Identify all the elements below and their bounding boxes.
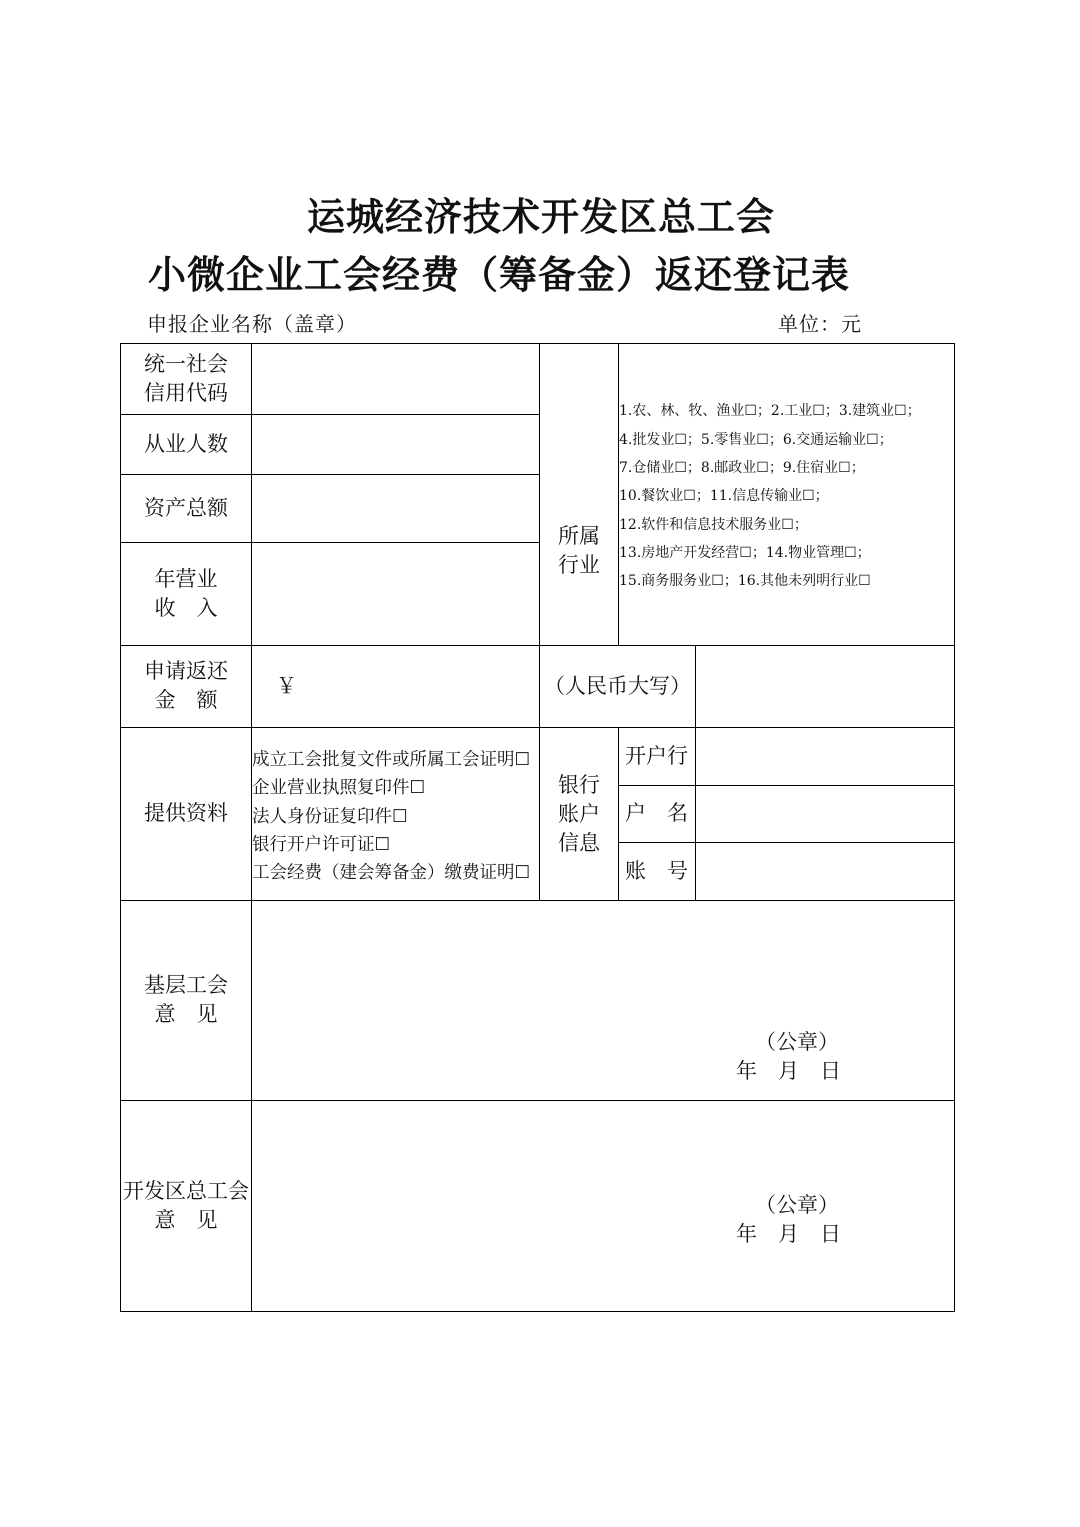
account-no-label: 账 号 xyxy=(625,859,688,883)
account-name-field[interactable] xyxy=(696,786,954,842)
industry-option-line[interactable]: 12.软件和信息技术服务业☐； xyxy=(619,517,808,533)
credit-code-label-line1: 统一社会 xyxy=(144,352,228,376)
yen-symbol: ￥ xyxy=(276,674,297,698)
bank-open-field[interactable] xyxy=(696,728,954,785)
industry-option-line[interactable]: 4.批发业☐；5.零售业☐；6.交通运输业☐； xyxy=(619,432,893,448)
industry-label xyxy=(540,522,618,580)
refund-amount-label-line1: 申请返还 xyxy=(144,659,228,683)
refund-amount-field[interactable] xyxy=(300,646,539,727)
material-item[interactable]: 企业营业执照复印件☐ xyxy=(252,778,426,798)
bank-info-label-line3: 信息 xyxy=(558,831,600,855)
material-item[interactable]: 法人身份证复印件☐ xyxy=(252,807,408,827)
table-border-bottom xyxy=(120,1311,955,1312)
revenue-label-line2: 收 入 xyxy=(154,596,218,620)
zone-opinion-label-line1: 开发区总工会 xyxy=(123,1179,249,1203)
revenue-label xyxy=(121,565,251,623)
bank-info-label xyxy=(540,771,618,858)
industry-option-line[interactable]: 15.商务服务业☐；16.其他未列明行业☐ xyxy=(619,573,871,589)
material-item[interactable]: 银行开户许可证☐ xyxy=(252,835,391,855)
union-opinion-label xyxy=(121,971,251,1029)
union-opinion-field[interactable] xyxy=(252,901,954,1100)
refund-amount-label-line2: 金 额 xyxy=(154,688,218,712)
industry-option-line[interactable]: 7.仓储业☐；8.邮政业☐；9.住宿业☐； xyxy=(619,460,865,476)
industry-option-line[interactable]: 13.房地产开发经营☐；14.物业管理☐； xyxy=(619,545,871,561)
bank-info-label-line1: 银行 xyxy=(558,773,600,797)
title-line-2: 小微企业工会经费（筹备金）返还登记表 xyxy=(148,252,851,297)
industry-option-line[interactable]: 10.餐饮业☐；11.信息传输业☐； xyxy=(619,488,829,504)
zone-date-label: 年 月 日 xyxy=(736,1222,841,1246)
materials-label: 提供资料 xyxy=(144,801,228,825)
union-date-label: 年 月 日 xyxy=(736,1059,841,1083)
rmb-caps-field[interactable] xyxy=(696,646,954,727)
industry-label-line2: 行业 xyxy=(558,553,600,577)
refund-amount-label xyxy=(121,657,251,715)
union-seal-label: （公章） xyxy=(755,1030,839,1054)
credit-code-field[interactable] xyxy=(252,344,539,414)
rmb-caps-label: （人民币大写） xyxy=(544,674,691,698)
employees-field[interactable] xyxy=(252,415,539,474)
zone-opinion-label-line2: 意 见 xyxy=(154,1208,218,1232)
unit-label: 单位：元 xyxy=(778,312,862,336)
account-name-label: 户 名 xyxy=(625,801,688,825)
material-item[interactable]: 工会经费（建会筹备金）缴费证明☐ xyxy=(252,863,531,883)
total-assets-label: 资产总额 xyxy=(144,496,228,520)
table-border-right xyxy=(954,343,955,1312)
title-line-1: 运城经济技术开发区总工会 xyxy=(307,194,776,239)
bank-info-label-line2: 账户 xyxy=(558,802,600,826)
bank-open-label: 开户行 xyxy=(625,744,688,768)
material-item[interactable]: 成立工会批复文件或所属工会证明☐ xyxy=(252,750,531,770)
credit-code-label-line2: 信用代码 xyxy=(144,381,228,405)
industry-label-line1: 所属 xyxy=(558,524,600,548)
zone-opinion-label xyxy=(121,1177,251,1235)
revenue-label-line1: 年营业 xyxy=(154,567,218,591)
zone-opinion-field[interactable] xyxy=(252,1101,954,1311)
credit-code-label xyxy=(121,350,251,408)
zone-seal-label: （公章） xyxy=(755,1193,839,1217)
col-divider-bank xyxy=(618,727,619,900)
union-opinion-label-line2: 意 见 xyxy=(154,1002,218,1026)
industry-option-line[interactable]: 1.农、林、牧、渔业☐；2.工业☐；3.建筑业☐； xyxy=(619,403,921,419)
union-opinion-label-line1: 基层工会 xyxy=(144,973,228,997)
revenue-field[interactable] xyxy=(252,543,539,645)
employees-label: 从业人数 xyxy=(144,432,228,456)
company-name-label: 申报企业名称（盖章） xyxy=(147,312,357,336)
total-assets-field[interactable] xyxy=(252,475,539,542)
account-no-field[interactable] xyxy=(696,843,954,900)
